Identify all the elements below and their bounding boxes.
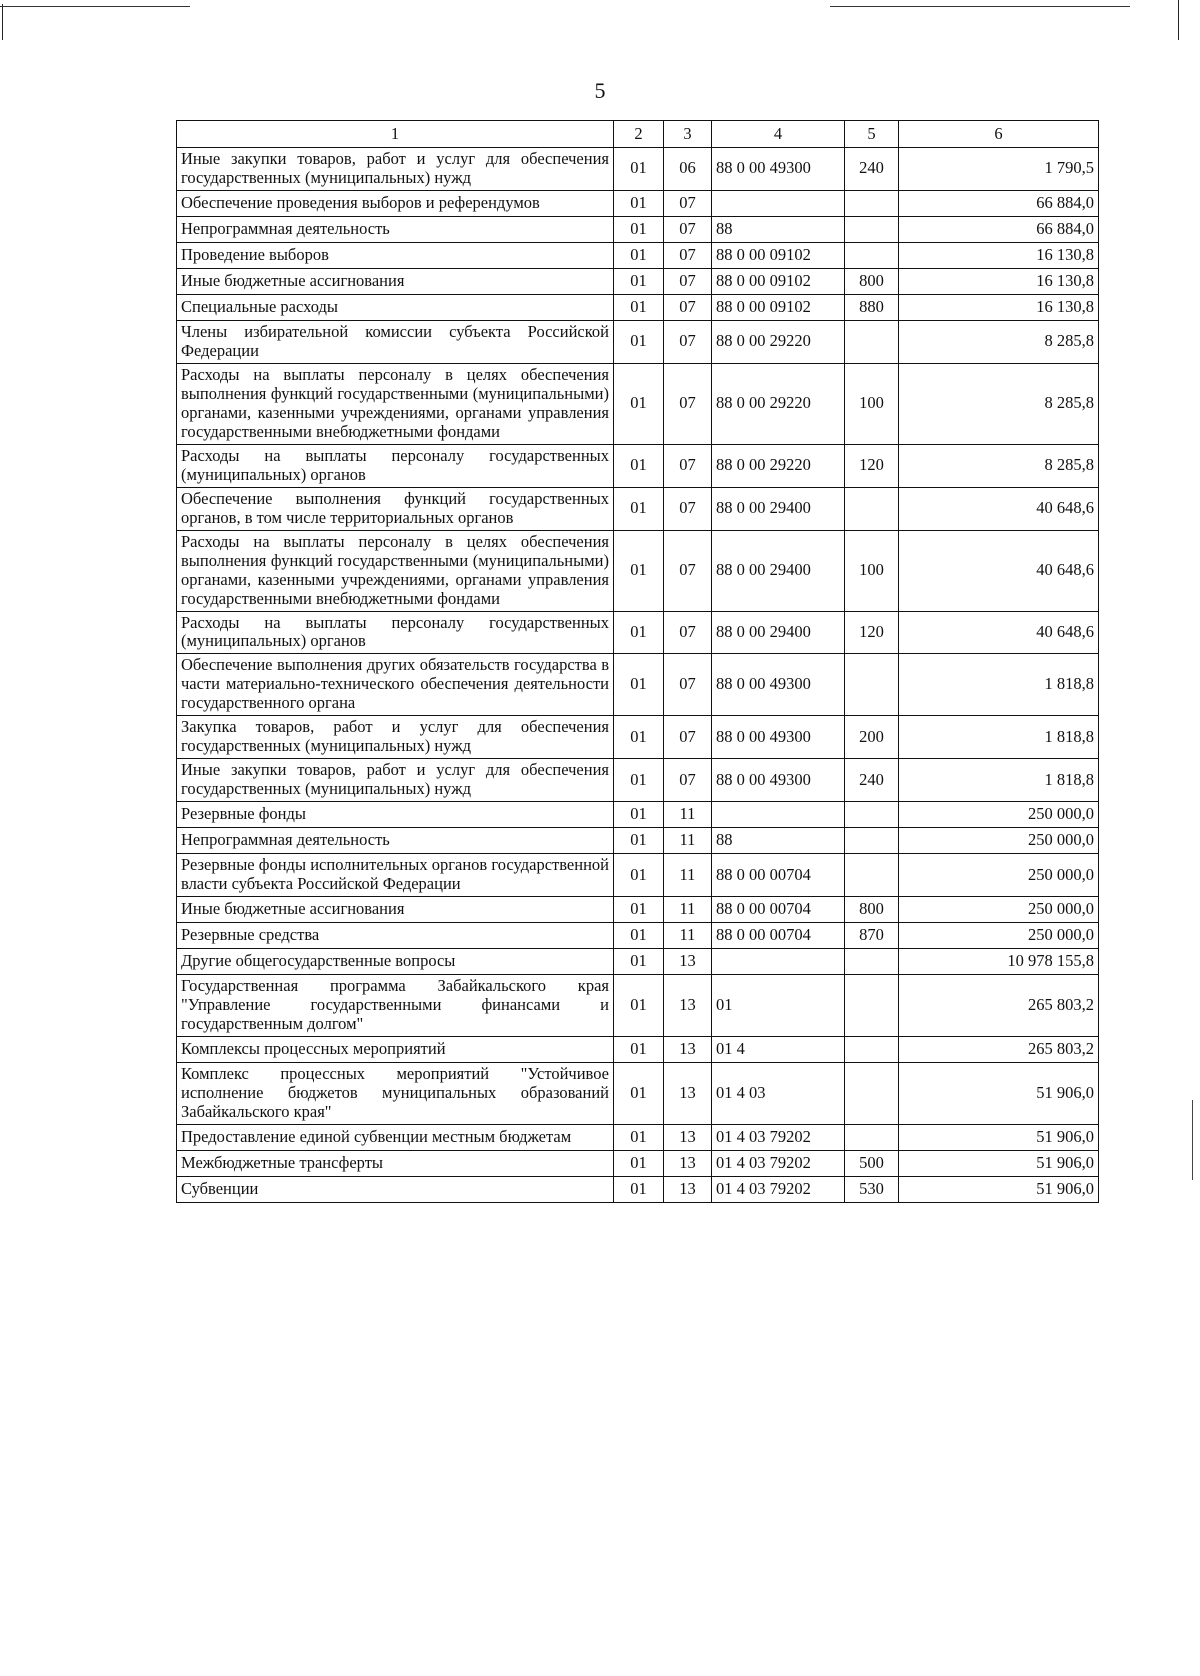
amount: 10 978 155,8	[899, 949, 1099, 975]
table-row	[177, 242, 1099, 268]
subsection-code: 07	[664, 242, 712, 268]
table-row	[177, 1150, 1099, 1176]
amount: 265 803,2	[899, 975, 1099, 1037]
page-number: 5	[594, 78, 606, 103]
amount: 250 000,0	[899, 854, 1099, 897]
table-row	[177, 148, 1099, 191]
expense-type-code: 200	[845, 716, 899, 759]
table-row	[177, 1124, 1099, 1150]
subsection-code: 13	[664, 1037, 712, 1063]
table-row	[177, 611, 1099, 654]
table-row	[177, 268, 1099, 294]
amount: 51 906,0	[899, 1176, 1099, 1202]
column-header: 3	[664, 121, 712, 148]
section-code: 01	[614, 487, 664, 530]
table-row	[177, 949, 1099, 975]
subsection-code: 13	[664, 1124, 712, 1150]
expense-type-code: 800	[845, 897, 899, 923]
target-article-code: 01 4 03 79202	[712, 1176, 845, 1202]
row-name: Проведение выборов	[177, 242, 614, 268]
amount: 66 884,0	[899, 190, 1099, 216]
section-code: 01	[614, 1176, 664, 1202]
expense-type-code: 500	[845, 1150, 899, 1176]
subsection-code: 11	[664, 854, 712, 897]
row-name: Комплексы процессных мероприятий	[177, 1037, 614, 1063]
amount: 1 818,8	[899, 654, 1099, 716]
table-row	[177, 487, 1099, 530]
row-name: Непрограммная деятельность	[177, 828, 614, 854]
row-name: Резервные фонды исполнительных органов государственной власти субъекта Российской Федерации	[177, 854, 614, 897]
column-header: 2	[614, 121, 664, 148]
subsection-code: 07	[664, 759, 712, 802]
row-name: Предоставление единой субвенции местным бюджетам	[177, 1124, 614, 1150]
section-code: 01	[614, 716, 664, 759]
row-name: Резервные фонды	[177, 802, 614, 828]
amount: 265 803,2	[899, 1037, 1099, 1063]
target-article-code	[712, 190, 845, 216]
table-row	[177, 854, 1099, 897]
expense-type-code	[845, 1124, 899, 1150]
expense-type-code: 100	[845, 363, 899, 444]
scan-edge-mark	[2, 4, 3, 40]
row-name: Комплекс процессных мероприятий "Устойчивое исполнение бюджетов муниципальных образований Забайкальского края"	[177, 1063, 614, 1125]
target-article-code: 88 0 00 09102	[712, 268, 845, 294]
target-article-code: 88	[712, 216, 845, 242]
subsection-code: 11	[664, 828, 712, 854]
amount: 1 818,8	[899, 716, 1099, 759]
row-name: Обеспечение выполнения других обязательств государства в части материально-технического обеспечения деятельности государственного органа	[177, 654, 614, 716]
budget-table	[176, 120, 1099, 1203]
row-name: Субвенции	[177, 1176, 614, 1202]
target-article-code: 01 4 03 79202	[712, 1150, 845, 1176]
table-row	[177, 1037, 1099, 1063]
table-row	[177, 216, 1099, 242]
expense-type-code: 880	[845, 294, 899, 320]
target-article-code: 88	[712, 828, 845, 854]
section-code: 01	[614, 1063, 664, 1125]
expense-type-code	[845, 1063, 899, 1125]
table-row	[177, 363, 1099, 444]
row-name: Резервные средства	[177, 923, 614, 949]
section-code: 01	[614, 294, 664, 320]
amount: 40 648,6	[899, 611, 1099, 654]
amount: 250 000,0	[899, 828, 1099, 854]
scan-edge-mark	[0, 6, 190, 7]
table-row	[177, 897, 1099, 923]
target-article-code: 88 0 00 29400	[712, 530, 845, 611]
section-code: 01	[614, 363, 664, 444]
section-code: 01	[614, 320, 664, 363]
amount: 1 790,5	[899, 148, 1099, 191]
section-code: 01	[614, 1150, 664, 1176]
section-code: 01	[614, 268, 664, 294]
target-article-code: 88 0 00 29220	[712, 444, 845, 487]
row-name: Иные закупки товаров, работ и услуг для обеспечения государственных (муниципальных) нужд	[177, 148, 614, 191]
table-row	[177, 759, 1099, 802]
section-code: 01	[614, 828, 664, 854]
subsection-code: 13	[664, 1063, 712, 1125]
amount: 16 130,8	[899, 268, 1099, 294]
expense-type-code: 120	[845, 611, 899, 654]
scan-edge-mark	[1192, 1100, 1193, 1180]
row-name: Члены избирательной комиссии субъекта Российской Федерации	[177, 320, 614, 363]
row-name: Иные бюджетные ассигнования	[177, 268, 614, 294]
amount: 51 906,0	[899, 1063, 1099, 1125]
subsection-code: 07	[664, 487, 712, 530]
expense-type-code	[845, 949, 899, 975]
row-name: Специальные расходы	[177, 294, 614, 320]
expense-type-code	[845, 802, 899, 828]
section-code: 01	[614, 802, 664, 828]
expense-type-code	[845, 487, 899, 530]
expense-type-code: 530	[845, 1176, 899, 1202]
section-code: 01	[614, 854, 664, 897]
row-name: Межбюджетные трансферты	[177, 1150, 614, 1176]
subsection-code: 07	[664, 444, 712, 487]
subsection-code: 13	[664, 949, 712, 975]
subsection-code: 07	[664, 363, 712, 444]
expense-type-code: 240	[845, 759, 899, 802]
subsection-code: 13	[664, 975, 712, 1037]
row-name: Расходы на выплаты персоналу в целях обеспечения выполнения функций государственными (муниципальными) органами, казенными учреждениями, органами управления государственными внебюджетными фондами	[177, 363, 614, 444]
expense-type-code: 240	[845, 148, 899, 191]
target-article-code: 88 0 00 49300	[712, 654, 845, 716]
row-name: Закупка товаров, работ и услуг для обеспечения государственных (муниципальных) нужд	[177, 716, 614, 759]
target-article-code: 88 0 00 00704	[712, 923, 845, 949]
subsection-code: 07	[664, 216, 712, 242]
amount: 40 648,6	[899, 530, 1099, 611]
target-article-code: 88 0 00 09102	[712, 242, 845, 268]
target-article-code: 88 0 00 29220	[712, 320, 845, 363]
row-name: Иные закупки товаров, работ и услуг для обеспечения государственных (муниципальных) нужд	[177, 759, 614, 802]
expense-type-code: 120	[845, 444, 899, 487]
row-name: Обеспечение проведения выборов и референдумов	[177, 190, 614, 216]
table-row	[177, 190, 1099, 216]
target-article-code	[712, 802, 845, 828]
expense-type-code: 870	[845, 923, 899, 949]
section-code: 01	[614, 242, 664, 268]
section-code: 01	[614, 611, 664, 654]
subsection-code: 07	[664, 320, 712, 363]
target-article-code: 01	[712, 975, 845, 1037]
amount: 250 000,0	[899, 923, 1099, 949]
amount: 250 000,0	[899, 802, 1099, 828]
subsection-code: 11	[664, 923, 712, 949]
amount: 16 130,8	[899, 294, 1099, 320]
section-code: 01	[614, 759, 664, 802]
table-header-row	[177, 121, 1099, 148]
amount: 8 285,8	[899, 320, 1099, 363]
amount: 8 285,8	[899, 444, 1099, 487]
section-code: 01	[614, 1037, 664, 1063]
expense-type-code	[845, 854, 899, 897]
section-code: 01	[614, 1124, 664, 1150]
table-row	[177, 1176, 1099, 1202]
section-code: 01	[614, 949, 664, 975]
target-article-code: 88 0 00 49300	[712, 759, 845, 802]
table-row	[177, 320, 1099, 363]
row-name: Расходы на выплаты персоналу государственных (муниципальных) органов	[177, 444, 614, 487]
subsection-code: 07	[664, 190, 712, 216]
target-article-code: 01 4	[712, 1037, 845, 1063]
row-name: Расходы на выплаты персоналу государственных (муниципальных) органов	[177, 611, 614, 654]
scan-edge-mark	[1178, 0, 1179, 40]
expense-type-code: 100	[845, 530, 899, 611]
subsection-code: 13	[664, 1150, 712, 1176]
row-name: Расходы на выплаты персоналу в целях обеспечения выполнения функций государственными (муниципальными) органами, казенными учреждениями, органами управления государственными внебюджетными фондами	[177, 530, 614, 611]
expense-type-code	[845, 828, 899, 854]
subsection-code: 06	[664, 148, 712, 191]
target-article-code: 88 0 00 29400	[712, 487, 845, 530]
scan-edge-mark	[830, 6, 1130, 7]
section-code: 01	[614, 148, 664, 191]
section-code: 01	[614, 923, 664, 949]
amount: 66 884,0	[899, 216, 1099, 242]
subsection-code: 11	[664, 897, 712, 923]
subsection-code: 07	[664, 716, 712, 759]
expense-type-code	[845, 242, 899, 268]
table-row	[177, 923, 1099, 949]
section-code: 01	[614, 654, 664, 716]
column-header: 1	[177, 121, 614, 148]
table-row	[177, 802, 1099, 828]
expense-type-code: 800	[845, 268, 899, 294]
amount: 51 906,0	[899, 1150, 1099, 1176]
table-row	[177, 530, 1099, 611]
section-code: 01	[614, 190, 664, 216]
subsection-code: 07	[664, 611, 712, 654]
target-article-code: 88 0 00 00704	[712, 897, 845, 923]
row-name: Непрограммная деятельность	[177, 216, 614, 242]
row-name: Иные бюджетные ассигнования	[177, 897, 614, 923]
target-article-code: 01 4 03	[712, 1063, 845, 1125]
target-article-code: 88 0 00 49300	[712, 716, 845, 759]
amount: 8 285,8	[899, 363, 1099, 444]
table-row	[177, 1063, 1099, 1125]
subsection-code: 07	[664, 654, 712, 716]
row-name: Государственная программа Забайкальского края "Управление государственными финансами и государственным долгом"	[177, 975, 614, 1037]
target-article-code: 88 0 00 29400	[712, 611, 845, 654]
column-header: 5	[845, 121, 899, 148]
amount: 40 648,6	[899, 487, 1099, 530]
table-row	[177, 828, 1099, 854]
amount: 250 000,0	[899, 897, 1099, 923]
target-article-code: 88 0 00 49300	[712, 148, 845, 191]
subsection-code: 11	[664, 802, 712, 828]
section-code: 01	[614, 216, 664, 242]
section-code: 01	[614, 975, 664, 1037]
row-name: Обеспечение выполнения функций государственных органов, в том числе территориальных органов	[177, 487, 614, 530]
amount: 51 906,0	[899, 1124, 1099, 1150]
target-article-code: 01 4 03 79202	[712, 1124, 845, 1150]
expense-type-code	[845, 216, 899, 242]
amount: 16 130,8	[899, 242, 1099, 268]
section-code: 01	[614, 897, 664, 923]
target-article-code: 88 0 00 00704	[712, 854, 845, 897]
table-row	[177, 654, 1099, 716]
subsection-code: 07	[664, 530, 712, 611]
section-code: 01	[614, 444, 664, 487]
expense-type-code	[845, 320, 899, 363]
table-row	[177, 294, 1099, 320]
table-row	[177, 444, 1099, 487]
subsection-code: 07	[664, 268, 712, 294]
table-row	[177, 716, 1099, 759]
column-header: 4	[712, 121, 845, 148]
expense-type-code	[845, 975, 899, 1037]
target-article-code	[712, 949, 845, 975]
subsection-code: 13	[664, 1176, 712, 1202]
column-header: 6	[899, 121, 1099, 148]
amount: 1 818,8	[899, 759, 1099, 802]
expense-type-code	[845, 190, 899, 216]
row-name: Другие общегосударственные вопросы	[177, 949, 614, 975]
expense-type-code	[845, 1037, 899, 1063]
target-article-code: 88 0 00 29220	[712, 363, 845, 444]
section-code: 01	[614, 530, 664, 611]
subsection-code: 07	[664, 294, 712, 320]
table-row	[177, 975, 1099, 1037]
target-article-code: 88 0 00 09102	[712, 294, 845, 320]
expense-type-code	[845, 654, 899, 716]
